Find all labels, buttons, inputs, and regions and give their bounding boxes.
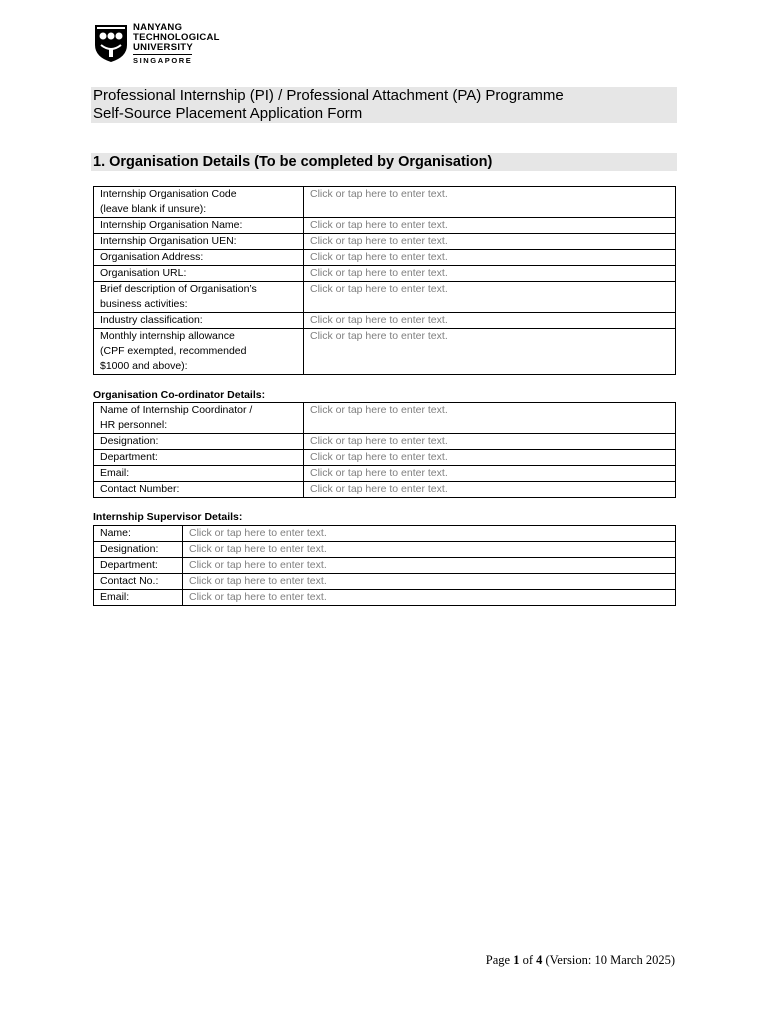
field-input[interactable]: Click or tap here to enter text.	[183, 574, 676, 590]
field-label: Industry classification:	[94, 313, 304, 329]
field-input[interactable]: Click or tap here to enter text.	[304, 466, 676, 482]
field-input[interactable]: Click or tap here to enter text.	[304, 250, 676, 266]
table-row	[94, 234, 676, 250]
field-input[interactable]: Click or tap here to enter text.	[183, 542, 676, 558]
table-row	[94, 266, 676, 282]
field-input[interactable]: Click or tap here to enter text.	[304, 450, 676, 466]
field-label: Brief description of Organisation’s business activities:	[94, 282, 304, 313]
ntu-crest-icon	[93, 23, 129, 63]
field-label: Designation:	[94, 434, 304, 450]
field-input[interactable]: Click or tap here to enter text.	[304, 403, 676, 434]
section-heading: 1. Organisation Details (To be completed by Organisation)	[91, 153, 677, 171]
logo-line4: SINGAPORE	[133, 56, 193, 65]
field-label: Department:	[94, 558, 183, 574]
field-input[interactable]: Click or tap here to enter text.	[304, 313, 676, 329]
field-label: Internship Organisation Code (leave blank if unsure):	[94, 187, 304, 218]
field-label: Organisation Address:	[94, 250, 304, 266]
footer-version: (Version: 10 March 2025)	[545, 953, 675, 967]
page-footer	[486, 953, 675, 968]
footer-page-total: 4	[536, 953, 543, 967]
field-label: Internship Organisation UEN:	[94, 234, 304, 250]
form-title-line1: Professional Internship (PI) / Professional Attachment (PA) Programme	[93, 87, 564, 104]
footer-page-word: Page	[485, 953, 511, 967]
field-input[interactable]: Click or tap here to enter text.	[304, 266, 676, 282]
field-label: Department:	[94, 450, 304, 466]
table-row	[94, 558, 676, 574]
table-row	[94, 250, 676, 266]
field-label: Name:	[94, 526, 183, 542]
field-label: Organisation URL:	[94, 266, 304, 282]
logo-line3: UNIVERSITY	[133, 42, 194, 53]
field-label: Contact Number:	[94, 482, 304, 498]
field-input[interactable]: Click or tap here to enter text.	[304, 187, 676, 218]
footer-page-number: 1	[513, 953, 520, 967]
coordinator-heading: Organisation Co-ordinator Details:	[93, 389, 266, 401]
field-input[interactable]: Click or tap here to enter text.	[183, 558, 676, 574]
field-label: Name of Internship Coordinator / HR personnel:	[94, 403, 304, 434]
table-row	[94, 466, 676, 482]
field-input[interactable]: Click or tap here to enter text.	[183, 526, 676, 542]
field-label: Designation:	[94, 542, 183, 558]
organisation-details-table	[93, 186, 676, 375]
form-title	[91, 87, 677, 123]
supervisor-heading: Internship Supervisor Details:	[93, 511, 243, 523]
field-input[interactable]: Click or tap here to enter text.	[304, 282, 676, 313]
field-label: Email:	[94, 590, 183, 606]
table-row	[94, 482, 676, 498]
field-input[interactable]: Click or tap here to enter text.	[304, 218, 676, 234]
field-label: Contact No.:	[94, 574, 183, 590]
table-row	[94, 313, 676, 329]
table-row	[94, 574, 676, 590]
table-row	[94, 329, 676, 375]
field-input[interactable]: Click or tap here to enter text.	[183, 590, 676, 606]
field-label: Internship Organisation Name:	[94, 218, 304, 234]
field-input[interactable]: Click or tap here to enter text.	[304, 234, 676, 250]
field-label: Email:	[94, 466, 304, 482]
table-row	[94, 542, 676, 558]
logo-line2: TECHNOLOGICAL	[133, 32, 220, 43]
table-row	[94, 526, 676, 542]
footer-of-word: of	[522, 953, 533, 967]
ntu-logo	[93, 23, 220, 66]
form-title-line2: Self-Source Placement Application Form	[93, 105, 363, 122]
table-row	[94, 403, 676, 434]
table-row	[94, 282, 676, 313]
table-row	[94, 450, 676, 466]
coordinator-details-table	[93, 402, 676, 498]
table-row	[94, 590, 676, 606]
field-input[interactable]: Click or tap here to enter text.	[304, 482, 676, 498]
supervisor-details-table	[93, 525, 676, 606]
table-row	[94, 187, 676, 218]
table-row	[94, 434, 676, 450]
field-input[interactable]: Click or tap here to enter text.	[304, 434, 676, 450]
table-row	[94, 218, 676, 234]
field-label: Monthly internship allowance (CPF exempted, recommended $1000 and above):	[94, 329, 304, 375]
field-input[interactable]: Click or tap here to enter text.	[304, 329, 676, 375]
logo-line1: NANYANG	[133, 22, 183, 33]
